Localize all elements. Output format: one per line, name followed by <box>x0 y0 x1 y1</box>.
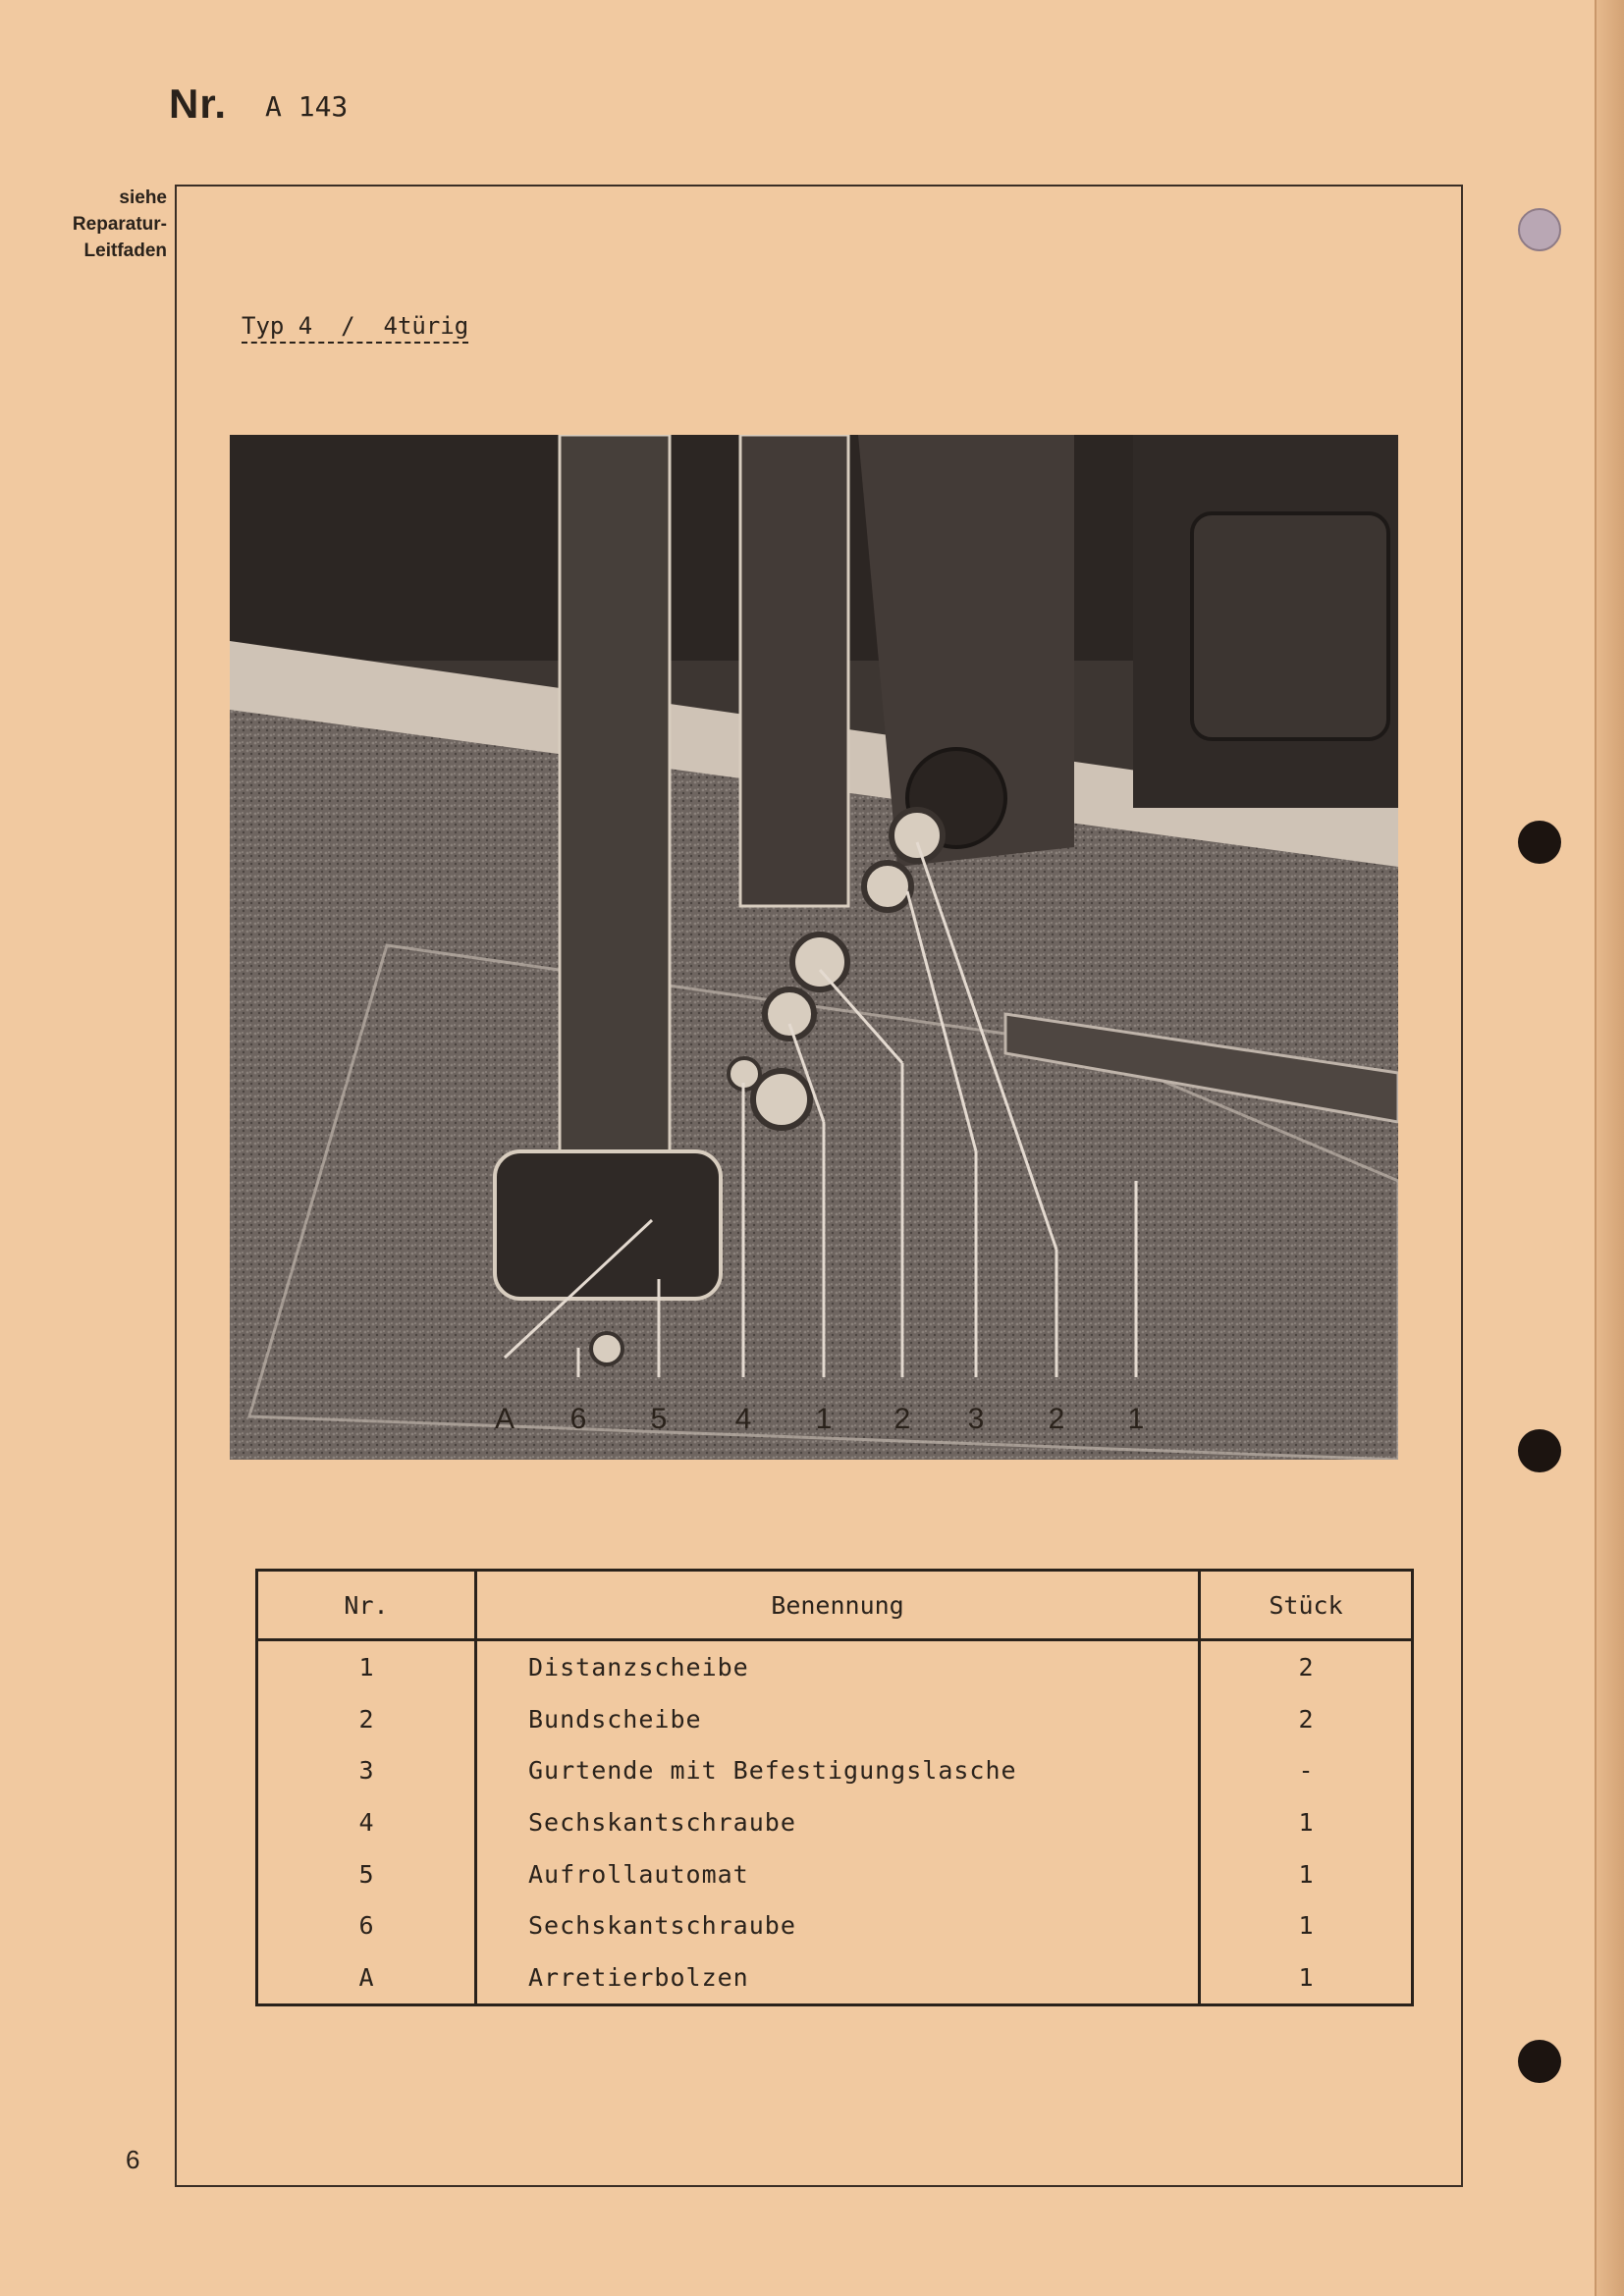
cell-nr: 3 <box>257 1744 476 1796</box>
callout-label: 4 <box>734 1403 752 1435</box>
cell-name: Distanzscheibe <box>476 1640 1200 1693</box>
cell-qty: 2 <box>1200 1640 1413 1693</box>
cell-name: Arretierbolzen <box>476 1951 1200 2004</box>
callout-label: A <box>494 1403 515 1435</box>
callout-label: 6 <box>569 1403 587 1435</box>
cell-nr: 6 <box>257 1900 476 1952</box>
table-row <box>257 1796 1413 1848</box>
punch-hole <box>1518 2040 1561 2083</box>
cell-qty: 1 <box>1200 1900 1413 1952</box>
callout-label: 2 <box>893 1403 911 1435</box>
cell-name: Aufrollautomat <box>476 1848 1200 1900</box>
cell-name: Sechskantschraube <box>476 1900 1200 1952</box>
page-number: 6 <box>126 2145 140 2174</box>
table-row <box>257 1900 1413 1952</box>
cell-qty: 1 <box>1200 1848 1413 1900</box>
cell-name: Gurtende mit Befestigungslasche <box>476 1744 1200 1796</box>
document-code: A 143 <box>265 90 349 123</box>
side-note-line: Reparatur- <box>72 214 167 235</box>
callout-label: 1 <box>815 1403 833 1435</box>
cell-qty: 2 <box>1200 1693 1413 1745</box>
cell-nr: 4 <box>257 1796 476 1848</box>
table-row <box>257 1951 1413 2004</box>
parts-table <box>255 1569 1414 2006</box>
cell-nr: A <box>257 1951 476 2004</box>
table-row <box>257 1693 1413 1745</box>
cell-name: Sechskantschraube <box>476 1796 1200 1848</box>
header-nr-label: Nr. <box>169 80 228 127</box>
page-edge <box>1595 0 1624 2296</box>
column-header-qty: Stück <box>1200 1571 1413 1640</box>
cell-name: Bundscheibe <box>476 1693 1200 1745</box>
cell-nr: 1 <box>257 1640 476 1693</box>
table-row <box>257 1744 1413 1796</box>
cell-qty: 1 <box>1200 1951 1413 2004</box>
column-header-name: Benennung <box>476 1571 1200 1640</box>
punch-hole <box>1518 208 1561 251</box>
table-row <box>257 1848 1413 1900</box>
callout-label: 2 <box>1048 1403 1065 1435</box>
table-row <box>257 1640 1413 1693</box>
side-note <box>29 185 167 264</box>
callout-label: 1 <box>1127 1403 1145 1435</box>
punch-hole <box>1518 1429 1561 1472</box>
seatbelt-photo <box>230 435 1398 1460</box>
side-note-line: Leitfaden <box>83 240 167 261</box>
cell-qty: 1 <box>1200 1796 1413 1848</box>
type-heading: Typ 4 / 4türig <box>242 312 468 344</box>
cell-nr: 5 <box>257 1848 476 1900</box>
table-header-row <box>257 1571 1413 1640</box>
side-note-line: siehe <box>119 187 167 208</box>
callout-label: 5 <box>650 1403 668 1435</box>
cell-nr: 2 <box>257 1693 476 1745</box>
cell-qty: - <box>1200 1744 1413 1796</box>
punch-hole <box>1518 821 1561 864</box>
callout-label: 3 <box>967 1403 985 1435</box>
column-header-nr: Nr. <box>257 1571 476 1640</box>
seatbelt-photo-drawing <box>230 435 1398 1460</box>
